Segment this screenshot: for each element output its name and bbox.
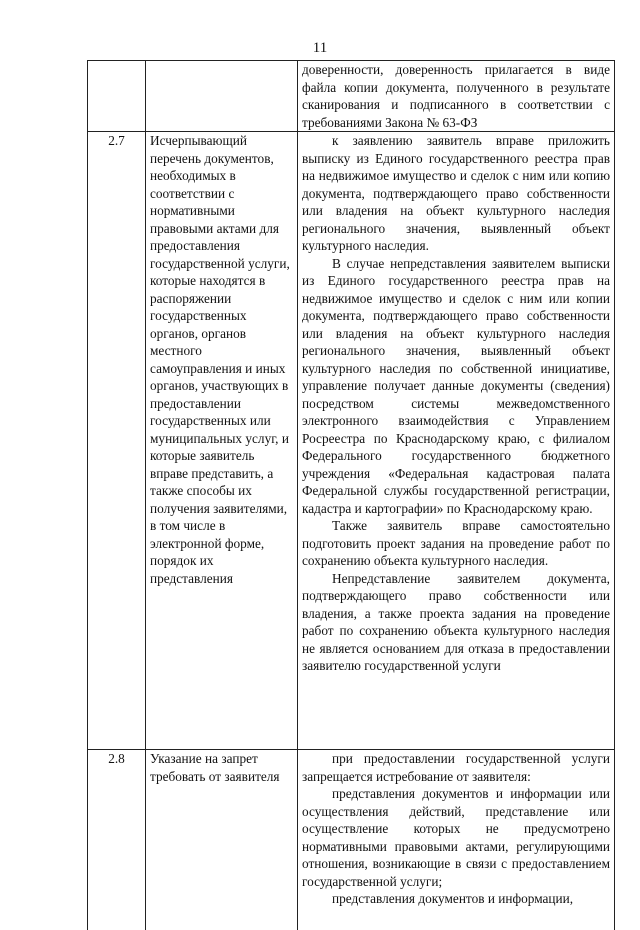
content-paragraph: Непредставление заявителем документа, подтверждающего право собственности или владения, а также проекта задания на проведение работ по сохранению объекта культурного наследия не является основанием для отказа в предоставлении заявителю государственной услуги bbox=[302, 570, 610, 675]
row-number: 2.8 bbox=[88, 750, 146, 930]
requirements-table bbox=[87, 60, 615, 930]
row-title bbox=[146, 61, 298, 132]
table-row bbox=[88, 132, 615, 750]
table-row bbox=[88, 750, 615, 930]
row-number: 2.7 bbox=[88, 132, 146, 750]
content-paragraph: доверенности, доверенность прилагается в виде файла копии документа, полученного в результате сканирования и подписанного в соответствии с требованиями Закона № 63-ФЗ bbox=[302, 61, 610, 131]
content-paragraph: представления документов и информации, bbox=[302, 890, 610, 908]
row-number bbox=[88, 61, 146, 132]
table-row bbox=[88, 61, 615, 132]
page-number: 11 bbox=[0, 40, 640, 57]
row-content bbox=[298, 750, 615, 930]
content-paragraph: при предоставлении государственной услуги запрещается истребование от заявителя: bbox=[302, 750, 610, 785]
content-paragraph: представления документов и информации или осуществления действий, представление или осуществление которых не предусмотрено нормативными правовыми актами, регулирующими отношения, возникающие в связи с предоставлением государственной услуги; bbox=[302, 785, 610, 890]
row-content bbox=[298, 132, 615, 750]
content-paragraph: В случае непредставления заявителем выписки из Единого государственного реестра прав на недвижимое имущество и сделок с ним или копии документа, подтверждающего право собственности или владения на объект культурного наследия регионального значения, выявленный объект культурного наследия по собственной инициативе, управление получает данные документы (сведения) посредством системы межведомственного электронного взаимодействия с Управлением Росреестра по Краснодарскому краю, с филиалом Федерального государственного бюджетного учреждения «Федеральная кадастровая палата Федеральной службы государственной регистрации, кадастра и картографии» по Краснодарскому краю. bbox=[302, 255, 610, 518]
row-title: Указание на запрет требовать от заявителя bbox=[146, 750, 298, 930]
content-paragraph: Также заявитель вправе самостоятельно подготовить проект задания на проведение работ по сохранению объекта культурного наследия. bbox=[302, 517, 610, 570]
content-paragraph: к заявлению заявитель вправе приложить выписку из Единого государственного реестра прав на недвижимое имущество и сделок с ним или копию документа, подтверждающего право собственности или владения на объект культурного наследия регионального значения, выявленный объект культурного наследия. bbox=[302, 132, 610, 255]
row-content bbox=[298, 61, 615, 132]
row-title: Исчерпывающий перечень документов, необходимых в соответствии с нормативными правовыми актами для предоставления государственной услуги, которые находятся в распоряжении государственных органов, органов местного самоуправления и иных органов, участвующих в предоставлении государственных или муниципальных услуг, и которые заявитель вправе представить, а также способы их получения заявителями, в том числе в электронной форме, порядок их представления bbox=[146, 132, 298, 750]
